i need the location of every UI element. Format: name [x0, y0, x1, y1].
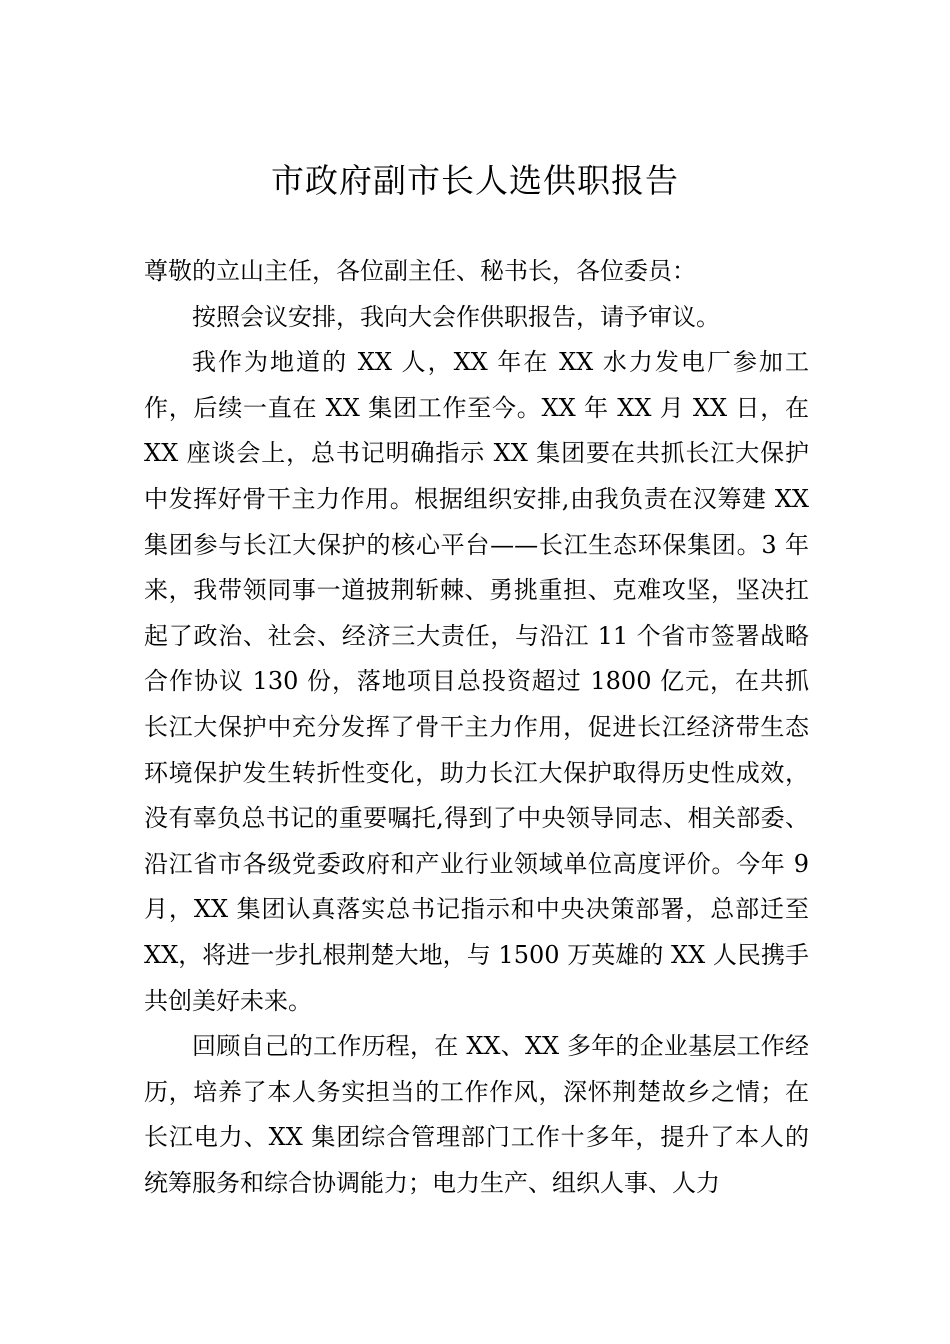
document-title: 市政府副市长人选供职报告: [271, 161, 679, 200]
salutation: 尊敬的立山主任，各位副主任、秘书长，各位委员：: [144, 257, 696, 285]
paragraph-3: 回顾自己的工作历程，在 XX、XX 多年的企业基层工作经历，培养了本人务实担当的工作作风，深怀荆楚故乡之情；在长江电力、XX 集团综合管理部门工作十多年，提升了本人的统筹服务和综合协调能力；电力生产、组织人事、人力: [144, 1032, 809, 1197]
paragraph-2: 我作为地道的 XX 人，XX 年在 XX 水力发电厂参加工作，后续一直在 XX 集团工作至今。XX 年 XX 月 XX 日，在 XX 座谈会上，总书记明确指示 XX 集团要在共抓长江大保护中发挥好骨干主力作用。根据组织安排,由我负责在汉筹建 XX 集团参与长江大保护的核心平台——长江生态环保集团。3 年来，我带领同事一道披荆斩棘、勇挑重担、克难攻坚，坚决扛起了政治、社会、经济三大责任，与沿江 11 个省市签署战略合作协议 130 份，落地项目总投资超过 1800 亿元，在共抓长江大保护中充分发挥了骨干主力作用，促进长江经济带生态环境保护发生转折性变化，助力长江大保护取得历史性成效，没有辜负总书记的重要嘱托,得到了中央领导同志、相关部委、沿江省市各级党委政府和产业行业领域单位高度评价。今年 9 月，XX 集团认真落实总书记指示和中央决策部署，总部迁至 XX，将进一步扎根荆楚大地，与 1500 万英雄的 XX 人民携手共创美好未来。: [144, 348, 809, 1015]
document-body: [144, 249, 809, 1206]
paragraph-1: 按照会议安排，我向大会作供职报告，请予审议。: [192, 302, 720, 331]
